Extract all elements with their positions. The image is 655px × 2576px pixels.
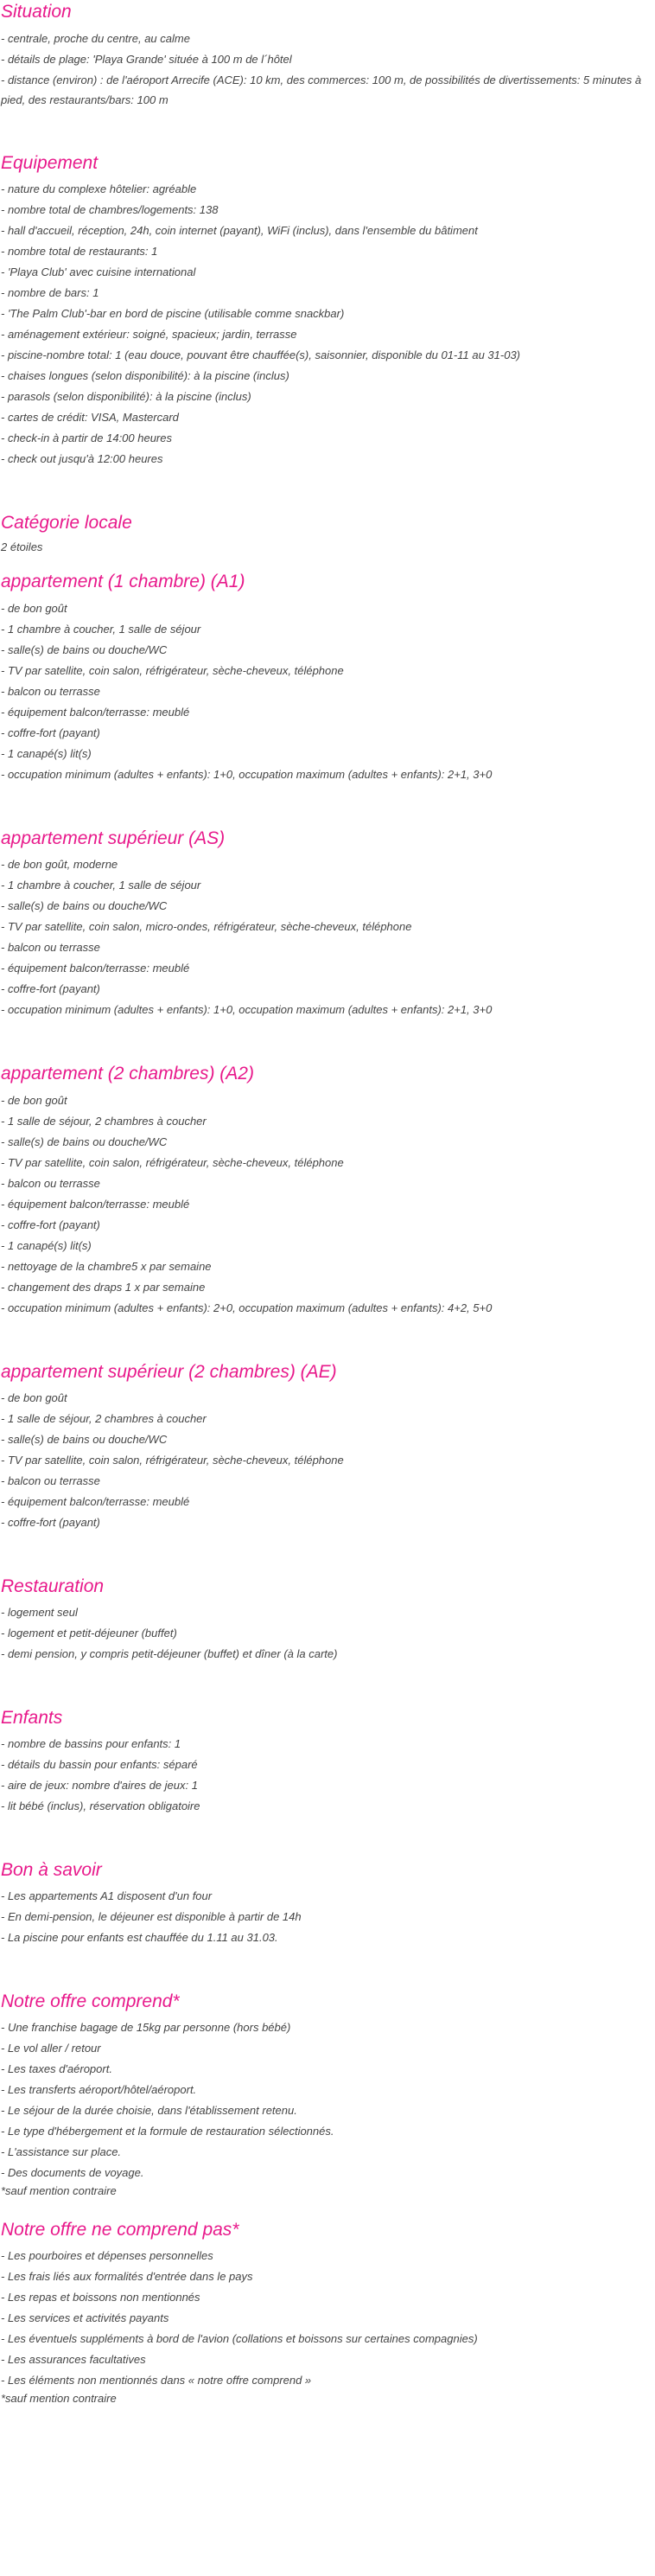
section-line: - La piscine pour enfants est chauffée du 1.11 au 31.03. xyxy=(1,1931,278,1944)
section-line: - hall d'accueil, réception, 24h, coin internet (payant), WiFi (inclus), dans l'ensemble du bâtiment xyxy=(1,224,478,237)
section-title: appartement supérieur (2 chambres) (AE) xyxy=(1,1362,337,1382)
section-title: Equipement xyxy=(1,153,99,173)
section-line: - TV par satellite, coin salon, réfrigérateur, sèche-cheveux, téléphone xyxy=(1,664,344,677)
section-title: Notre offre comprend* xyxy=(1,1991,180,2011)
section-situation xyxy=(1,0,652,110)
section-title: appartement (2 chambres) (A2) xyxy=(1,1064,254,1083)
section-line: - Le séjour de la durée choisie, dans l'établissement retenu. xyxy=(1,2104,297,2117)
section-title: Enfants xyxy=(1,1708,63,1728)
section-line: - piscine-nombre total: 1 (eau douce, pouvant être chauffée(s), saisonnier, disponible du 01-11 au 31-03) xyxy=(1,348,521,361)
section-line: - Les éléments non mentionnés dans « notre offre comprend » xyxy=(1,2374,312,2387)
section-line: - Les repas et boissons non mentionnés xyxy=(1,2291,200,2304)
section-line: - 1 canapé(s) lit(s) xyxy=(1,747,92,760)
section-line: - coffre-fort (payant) xyxy=(1,982,100,995)
section-line: - salle(s) de bains ou douche/WC xyxy=(1,1433,168,1446)
section-line: - Les transferts aéroport/hôtel/aéroport. xyxy=(1,2083,197,2096)
section-apartment-a1 xyxy=(1,570,652,785)
section-line: - check-in à partir de 14:00 heures xyxy=(1,431,172,444)
section-line: - cartes de crédit: VISA, Mastercard xyxy=(1,411,179,424)
section-line: - demi pension, y compris petit-déjeuner (buffet) et dîner (à la carte) xyxy=(1,1647,338,1660)
section-line: - de bon goût xyxy=(1,602,67,615)
section-line: - détails de plage: 'Playa Grande' située à 100 m de l´hôtel xyxy=(1,53,292,66)
section-line: - occupation minimum (adultes + enfants): 2+0, occupation maximum (adultes + enfants): 4+2, 5+0 xyxy=(1,1301,493,1314)
section-enfants xyxy=(1,1706,652,1817)
section-line: - Une franchise bagage de 15kg par personne (hors bébé) xyxy=(1,2021,291,2034)
section-line: - aire de jeux: nombre d'aires de jeux: 1 xyxy=(1,1779,198,1792)
section-line: - de bon goût xyxy=(1,1391,67,1404)
section-line: - chaises longues (selon disponibilité): à la piscine (inclus) xyxy=(1,369,289,382)
section-line: - balcon ou terrasse xyxy=(1,1474,100,1487)
section-line: - coffre-fort (payant) xyxy=(1,1218,100,1231)
section-line: - de bon goût, moderne xyxy=(1,858,118,871)
section-line: - logement et petit-déjeuner (buffet) xyxy=(1,1627,177,1640)
section-line: - occupation minimum (adultes + enfants): 1+0, occupation maximum (adultes + enfants): 2+1, 3+0 xyxy=(1,768,493,781)
section-title: appartement supérieur (AS) xyxy=(1,828,226,848)
section-restauration xyxy=(1,1575,652,1665)
section-line: - Les services et activités payants xyxy=(1,2311,169,2324)
section-line: - parasols (selon disponibilité): à la piscine (inclus) xyxy=(1,390,251,403)
section-line: - Le type d'hébergement et la formule de restauration sélectionnés. xyxy=(1,2125,334,2138)
section-line: - nombre total de chambres/logements: 138 xyxy=(1,203,219,216)
section-line: - balcon ou terrasse xyxy=(1,685,100,698)
section-line: - salle(s) de bains ou douche/WC xyxy=(1,1135,168,1148)
section-offre-ne-comprend-pas xyxy=(1,2218,652,2407)
section-line: - lit bébé (inclus), réservation obligatoire xyxy=(1,1799,200,1812)
section-title: Restauration xyxy=(1,1576,105,1596)
section-line: - balcon ou terrasse xyxy=(1,1177,100,1190)
section-title: Notre offre ne comprend pas* xyxy=(1,2220,239,2240)
section-line: - 1 chambre à coucher, 1 salle de séjour xyxy=(1,623,201,636)
section-line: - occupation minimum (adultes + enfants): 1+0, occupation maximum (adultes + enfants): 2+1, 3+0 xyxy=(1,1003,493,1016)
section-line: - 1 canapé(s) lit(s) xyxy=(1,1239,92,1252)
section-line: - balcon ou terrasse xyxy=(1,941,100,954)
section-line: - coffre-fort (payant) xyxy=(1,1516,100,1529)
section-line: - logement seul xyxy=(1,1606,78,1619)
section-line: - 'The Palm Club'-bar en bord de piscine (utilisable comme snackbar) xyxy=(1,307,345,320)
section-line: - 'Playa Club' avec cuisine international xyxy=(1,265,196,278)
section-line: - L'assistance sur place. xyxy=(1,2145,122,2158)
section-line: - aménagement extérieur: soigné, spacieux; jardin, terrasse xyxy=(1,328,297,341)
section-line: - salle(s) de bains ou douche/WC xyxy=(1,643,168,656)
section-line: - En demi-pension, le déjeuner est disponible à partir de 14h xyxy=(1,1910,302,1923)
section-line: - changement des draps 1 x par semaine xyxy=(1,1281,206,1294)
footnote: *sauf mention contraire xyxy=(1,2392,117,2405)
section-offre-comprend xyxy=(1,1990,652,2199)
section-bon-a-savoir xyxy=(1,1858,652,1948)
section-line: - Les appartements A1 disposent d'un four xyxy=(1,1889,213,1902)
section-line: 2 étoiles xyxy=(1,540,43,553)
section-title: Catégorie locale xyxy=(1,513,132,533)
section-categorie xyxy=(1,511,652,558)
section-line: - nombre total de restaurants: 1 xyxy=(1,245,158,258)
section-line: - Les assurances facultatives xyxy=(1,2353,146,2366)
section-line: - distance (environ) : de l'aéroport Arrecife (ACE): 10 km, des commerces: 100 m, de possibilités de divertissements: 5 minutes à pied, des restaurants/bars: 100 m xyxy=(1,74,642,106)
section-line: - Les frais liés aux formalités d'entrée dans le pays xyxy=(1,2270,253,2283)
section-line: - nature du complexe hôtelier: agréable xyxy=(1,182,197,195)
section-line: - Les éventuels suppléments à bord de l'avion (collations et boissons sur certaines compagnies) xyxy=(1,2332,478,2345)
section-line: - TV par satellite, coin salon, micro-ondes, réfrigérateur, sèche-cheveux, téléphone xyxy=(1,920,412,933)
section-equipement xyxy=(1,151,652,470)
section-line: - Le vol aller / retour xyxy=(1,2042,101,2055)
section-line: - Les pourboires et dépenses personnelles xyxy=(1,2249,213,2262)
section-line: - 1 chambre à coucher, 1 salle de séjour xyxy=(1,879,201,892)
section-line: - Les taxes d'aéroport. xyxy=(1,2062,112,2075)
footnote: *sauf mention contraire xyxy=(1,2184,117,2197)
section-apartment-a2 xyxy=(1,1062,652,1319)
section-line: - de bon goût xyxy=(1,1094,67,1107)
section-line: - Des documents de voyage. xyxy=(1,2166,144,2179)
section-line: - nettoyage de la chambre5 x par semaine xyxy=(1,1260,212,1273)
section-line: - check out jusqu'à 12:00 heures xyxy=(1,452,163,465)
section-title: Situation xyxy=(1,2,72,22)
section-line: - détails du bassin pour enfants: séparé xyxy=(1,1758,198,1771)
section-title: appartement (1 chambre) (A1) xyxy=(1,572,245,591)
section-line: - 1 salle de séjour, 2 chambres à coucher xyxy=(1,1412,207,1425)
section-line: - coffre-fort (payant) xyxy=(1,726,100,739)
section-line: - équipement balcon/terrasse: meublé xyxy=(1,962,190,975)
section-line: - TV par satellite, coin salon, réfrigérateur, sèche-cheveux, téléphone xyxy=(1,1454,344,1467)
section-line: - équipement balcon/terrasse: meublé xyxy=(1,1198,190,1211)
section-title: Bon à savoir xyxy=(1,1860,102,1880)
section-line: - TV par satellite, coin salon, réfrigérateur, sèche-cheveux, téléphone xyxy=(1,1156,344,1169)
section-line: - équipement balcon/terrasse: meublé xyxy=(1,706,190,719)
section-line: - 1 salle de séjour, 2 chambres à coucher xyxy=(1,1115,207,1128)
section-apartment-ae xyxy=(1,1360,652,1533)
section-line: - centrale, proche du centre, au calme xyxy=(1,32,190,45)
section-line: - nombre de bars: 1 xyxy=(1,286,99,299)
section-line: - équipement balcon/terrasse: meublé xyxy=(1,1495,190,1508)
section-line: - nombre de bassins pour enfants: 1 xyxy=(1,1737,181,1750)
section-line: - salle(s) de bains ou douche/WC xyxy=(1,899,168,912)
section-apartment-as xyxy=(1,827,652,1020)
